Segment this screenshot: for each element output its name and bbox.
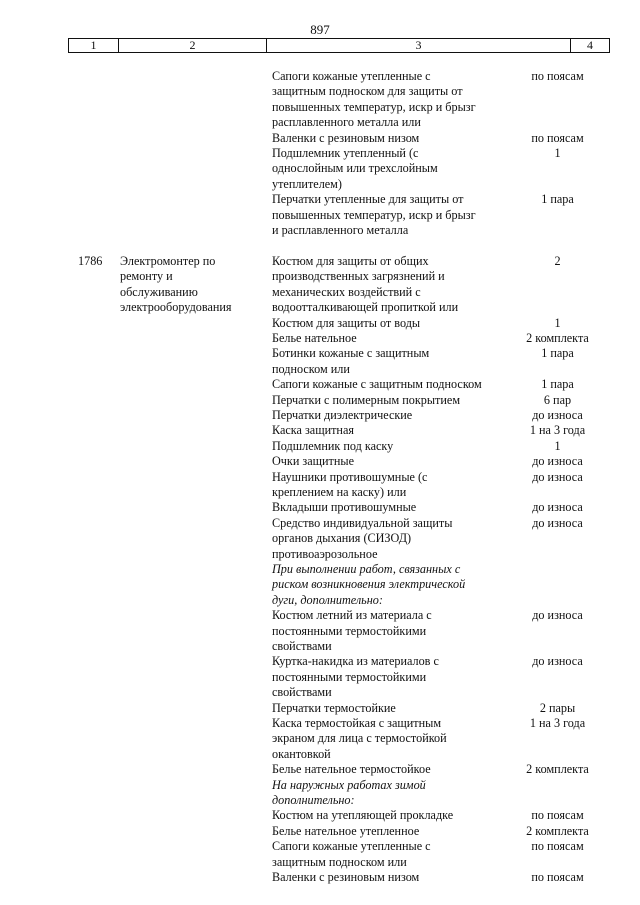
item-norm: 2 комплекта — [526, 762, 589, 777]
section-note-line: При выполнении работ, связанных с — [272, 562, 461, 576]
column-header-4: 4 — [571, 39, 610, 52]
section-note-line: дуги, дополнительно: — [272, 592, 383, 607]
item-name-line: Костюм на утепляющей прокладке — [272, 808, 454, 823]
item-name-line: органов дыхания (СИЗОД) — [272, 531, 412, 546]
item-name-line: Костюм для защиты от общих — [272, 254, 429, 268]
item-norm: по поясам — [531, 839, 584, 854]
column-header-3: 3 — [267, 39, 571, 52]
item-norm: 2 комплекта — [526, 823, 589, 838]
item-name-line: производственных загрязнений и — [272, 269, 445, 284]
column-header-2: 2 — [119, 39, 267, 52]
item-name-line: защитным подноском для защиты от — [272, 84, 463, 99]
item-name-line: механических воздействий с — [272, 284, 421, 299]
item-name-line: расплавленного металла или — [272, 115, 421, 130]
page-number: 897 — [310, 22, 330, 37]
item-norm: 1 — [554, 315, 561, 330]
item-norm: по поясам — [531, 69, 584, 83]
item-name-line: утеплителем) — [272, 176, 342, 191]
item-norm: 1 — [554, 146, 561, 160]
profession-line: ремонту и — [120, 269, 173, 284]
item-name-line: Каска термостойкая с защитным — [272, 716, 442, 730]
item-name-line: водоотталкивающей пропиткой или — [272, 300, 459, 315]
item-name-line: Перчатки диэлектрические — [272, 408, 413, 422]
item-norm: до износа — [532, 500, 583, 515]
item-norm: до износа — [532, 608, 583, 623]
item-norm: до износа — [532, 408, 583, 422]
item-name-line: постоянными термостойкими — [272, 669, 427, 684]
item-name-line: свойствами — [272, 685, 332, 700]
item-name-line: Наушники противошумные (с — [272, 469, 428, 484]
item-norm: 1 на 3 года — [529, 716, 586, 730]
item-name-line: Каска защитная — [272, 423, 354, 438]
item-norm: 1 пара — [541, 192, 574, 207]
item-name-line: Валенки с резиновым низом — [272, 870, 420, 884]
column-header-row — [68, 38, 610, 53]
section-note-line: дополнительно: — [272, 793, 355, 807]
profession-line: электрооборудования — [120, 300, 232, 315]
section-note-line: риском возникновения электрической — [272, 577, 466, 592]
item-name-line: экраном для лица с термостойкой — [272, 731, 447, 746]
item-name-line: Сапоги кожаные утепленные с — [272, 69, 431, 83]
item-name-line: Валенки с резиновым низом — [272, 130, 420, 145]
item-norm: 2 пары — [539, 700, 576, 715]
item-norm: 2 — [554, 254, 561, 268]
item-name-line: креплением на каску) или — [272, 485, 407, 499]
item-name-line: подноском или — [272, 361, 350, 376]
entry-number: 1786 — [78, 254, 103, 268]
item-name-line: Перчатки утепленные для защиты от — [272, 192, 464, 207]
item-name-line: Средство индивидуальной защиты — [272, 515, 453, 530]
item-name-line: Вкладыши противошумные — [272, 500, 417, 515]
item-name-line: повышенных температур, искр и брызг — [272, 207, 476, 222]
item-name-line: Перчатки с полимерным покрытием — [272, 392, 461, 407]
item-name-line: Сапоги кожаные с защитным подноском — [272, 377, 482, 392]
item-name-line: и расплавленного металла — [272, 223, 409, 237]
item-name-line: свойствами — [272, 639, 332, 653]
item-name-line: защитным подноском или — [272, 854, 407, 869]
item-name-line: Белье нательное термостойкое — [272, 762, 431, 777]
item-norm: по поясам — [531, 808, 584, 823]
item-name-line: повышенных температур, искр и брызг — [272, 99, 476, 114]
column-header-1: 1 — [69, 39, 119, 52]
item-norm: по поясам — [531, 870, 584, 884]
item-name-line: Костюм для защиты от воды — [272, 315, 421, 330]
item-name-line: Куртка-накидка из материалов с — [272, 654, 439, 669]
item-name-line: Костюм летний из материала с — [272, 608, 432, 623]
item-norm: 1 — [554, 438, 561, 453]
profession-line: Электромонтер по — [120, 254, 216, 268]
item-norm: до износа — [532, 515, 583, 530]
item-norm: по поясам — [531, 130, 584, 145]
item-name-line: однослойным или трехслойным — [272, 161, 438, 176]
item-norm: 2 комплекта — [526, 331, 589, 345]
item-name-line: Ботинки кожаные с защитным — [272, 346, 430, 361]
item-name-line: окантовкой — [272, 746, 331, 761]
item-name-line: противоаэрозольное — [272, 546, 378, 561]
item-name-line: Сапоги кожаные утепленные с — [272, 839, 431, 854]
profession-line: обслуживанию — [120, 284, 198, 299]
section-note-line: На наружных работах зимой — [272, 777, 426, 792]
item-name-line: Очки защитные — [272, 454, 354, 469]
item-name-line: Белье нательное утепленное — [272, 823, 420, 838]
item-norm: 1 на 3 года — [529, 423, 586, 438]
item-name-line: постоянными термостойкими — [272, 623, 427, 638]
item-norm: до износа — [532, 654, 583, 669]
item-norm: 1 пара — [541, 346, 574, 361]
item-name-line: Перчатки термостойкие — [272, 700, 396, 715]
item-norm: 6 пар — [543, 392, 572, 407]
item-norm: 1 пара — [541, 377, 574, 392]
item-norm: до износа — [532, 454, 583, 469]
item-name-line: Белье нательное — [272, 331, 357, 345]
item-name-line: Подшлемник утепленный (с — [272, 146, 419, 160]
item-name-line: Подшлемник под каску — [272, 438, 394, 453]
item-norm: до износа — [532, 469, 583, 484]
